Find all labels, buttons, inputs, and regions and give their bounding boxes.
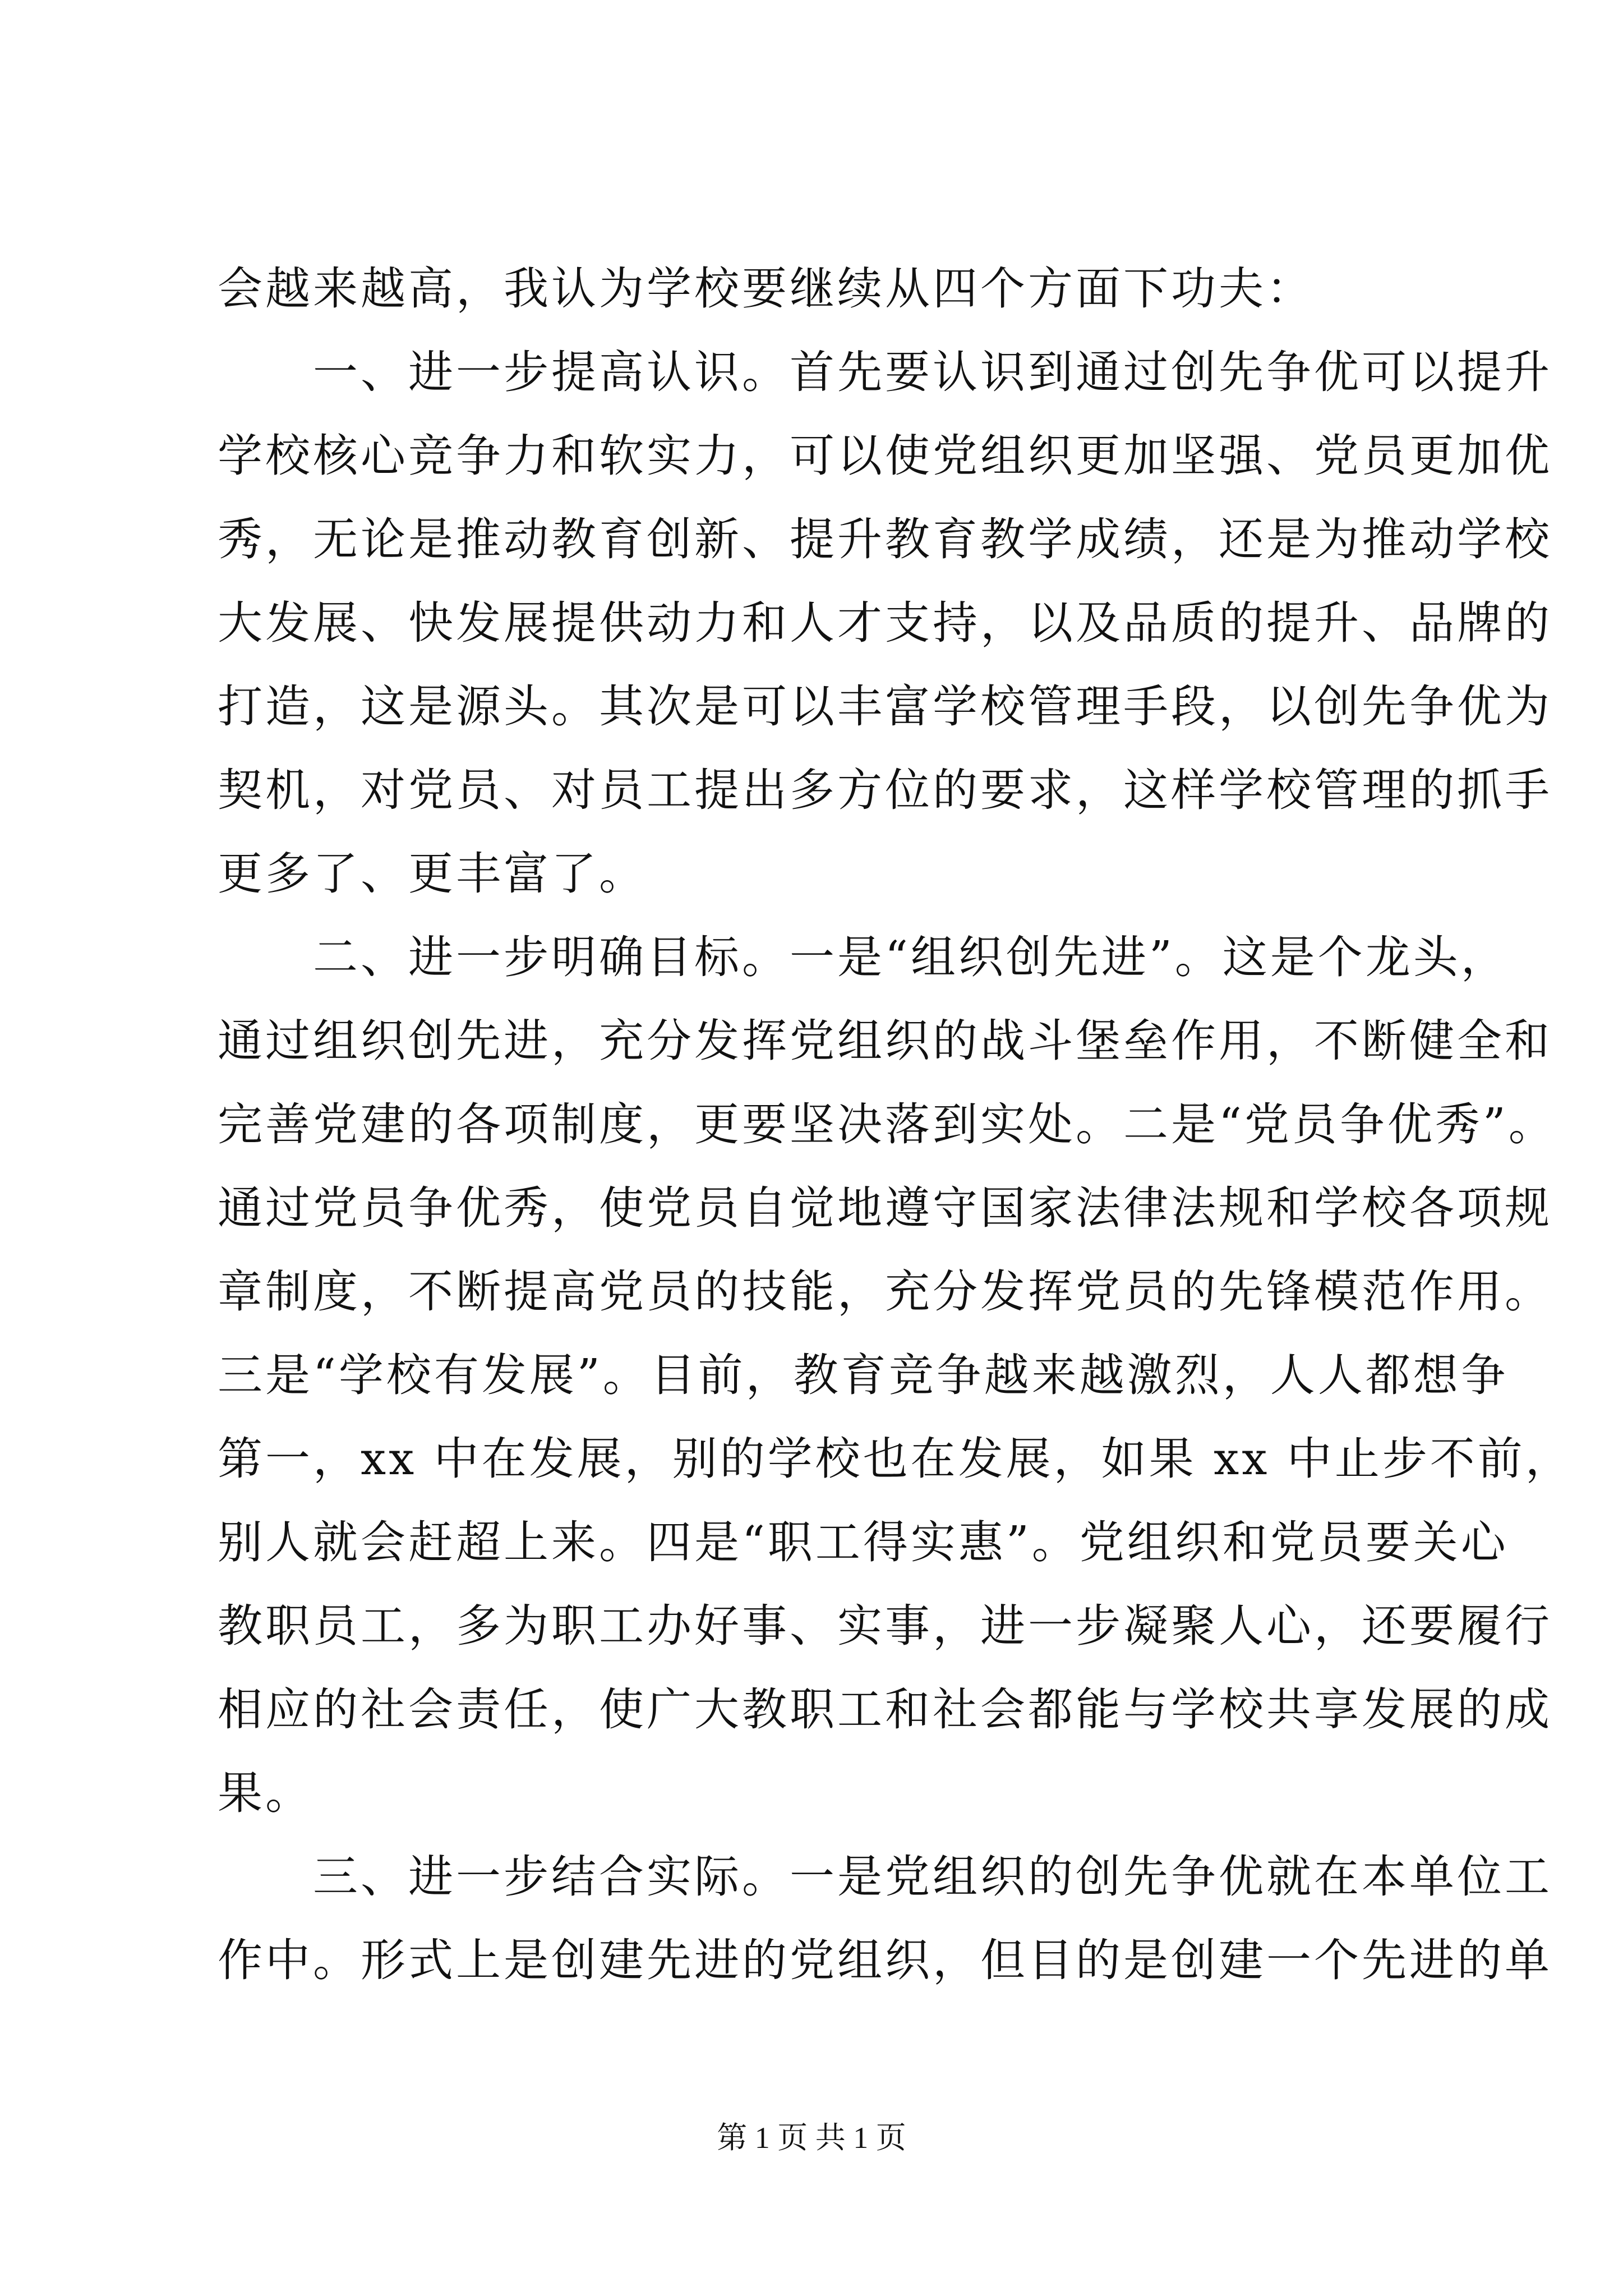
text-line: 学校核心竞争力和软实力，可以使党组织更加坚强、党员更加优: [218, 430, 1552, 482]
text-line: 别人就会赶超上来。四是“职工得实惠”。党组织和党员要关心: [218, 1516, 1509, 1568]
text-line: 三是“学校有发展”。目前，教育竞争越来越激烈，人人都想争: [218, 1349, 1509, 1401]
text-line: 二、进一步明确目标。一是“组织创先进”。这是个龙头，: [218, 931, 1509, 983]
page-footer: 第 1 页 共 1 页: [717, 2121, 906, 2155]
text-line: 会越来越高，我认为学校要继续从四个方面下功夫：: [218, 263, 1314, 315]
text-line: 相应的社会责任，使广大教职工和社会都能与学校共享发展的成: [218, 1683, 1552, 1736]
text-line: 三、进一步结合实际。一是党组织的创先争优就在本单位工: [218, 1851, 1552, 1903]
text-line: 更多了、更丰富了。: [218, 848, 647, 900]
text-line: 教职员工，多为职工办好事、实事，进一步凝聚人心，还要履行: [218, 1600, 1552, 1652]
text-line: 大发展、快发展提供动力和人才支持，以及品质的提升、品牌的: [218, 597, 1552, 649]
text-line: 通过党员争优秀，使党员自觉地遵守国家法律法规和学校各项规: [218, 1182, 1552, 1234]
text-line: 完善党建的各项制度，更要坚决落到实处。二是“党员争优秀”。: [218, 1098, 1556, 1151]
text-line: 作中。形式上是创建先进的党组织，但目的是创建一个先进的单: [218, 1934, 1552, 1986]
text-line: 秀，无论是推动教育创新、提升教育教学成绩，还是为推动学校: [218, 513, 1552, 565]
text-line: 打造，这是源头。其次是可以丰富学校管理手段，以创先争优为: [218, 680, 1552, 733]
text-line: 通过组织创先进，充分发挥党组织的战斗堡垒作用，不断健全和: [218, 1015, 1552, 1067]
text-line: 契机，对党员、对员工提出多方位的要求，这样学校管理的抓手: [218, 764, 1552, 816]
text-line: 果。: [218, 1767, 313, 1819]
text-line: 一、进一步提高认识。首先要认识到通过创先争优可以提升: [218, 346, 1552, 398]
text-line: 章制度，不断提高党员的技能，充分发挥党员的先锋模范作用。: [218, 1266, 1552, 1318]
text-line: 第一，xx 中在发展，别的学校也在发展，如果 xx 中止步不前，: [218, 1433, 1573, 1485]
document-body: [218, 247, 1573, 2002]
